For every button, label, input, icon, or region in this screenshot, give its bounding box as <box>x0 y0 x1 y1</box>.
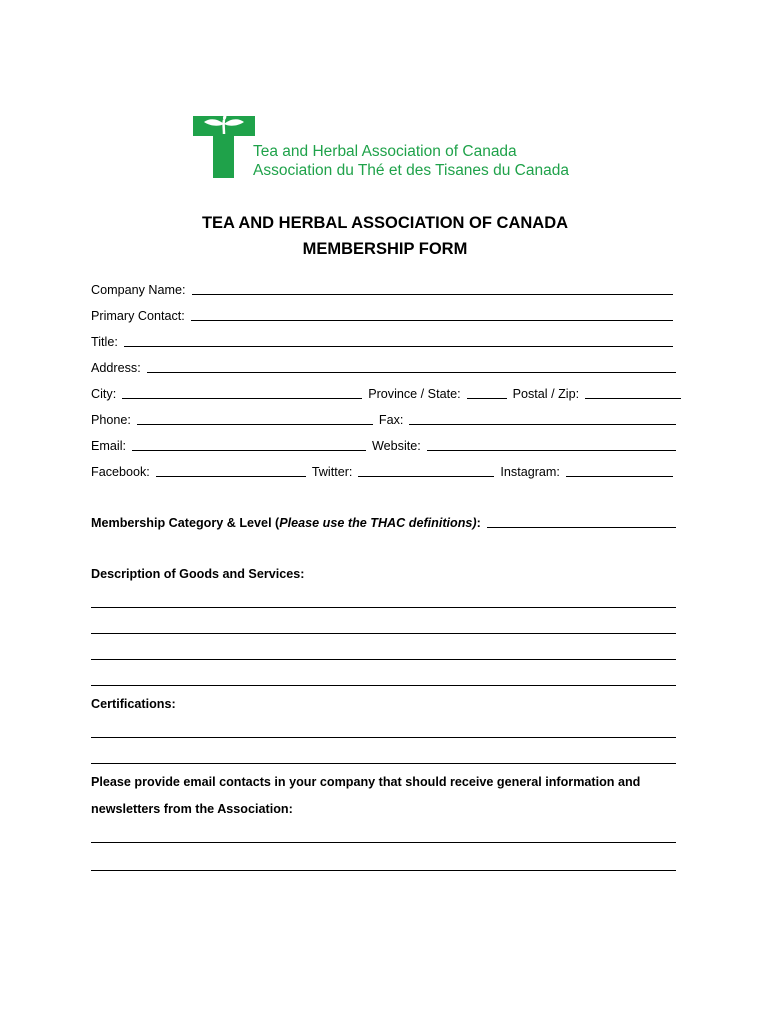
address-label: Address: <box>91 361 141 375</box>
company-name-label: Company Name: <box>91 283 186 297</box>
membership-category-line[interactable] <box>487 516 676 528</box>
fax-line[interactable] <box>409 413 676 425</box>
membership-category-colon: : <box>476 516 481 530</box>
instagram-label: Instagram: <box>500 465 560 479</box>
membership-category-note: Please use the THAC definitions) <box>279 516 477 530</box>
twitter-line[interactable] <box>358 465 494 477</box>
email-label: Email: <box>91 439 126 453</box>
social-row <box>91 463 681 479</box>
website-label: Website: <box>372 439 421 453</box>
primary-contact-label: Primary Contact: <box>91 309 185 323</box>
goods-services-line[interactable] <box>91 633 676 634</box>
title-label: Title: <box>91 335 118 349</box>
email-row <box>91 437 681 453</box>
phone-row <box>91 411 681 427</box>
facebook-label: Facebook: <box>91 465 150 479</box>
email-contacts-heading: Please provide email contacts in your company that should receive general information and <box>91 775 641 789</box>
primary-contact-line[interactable] <box>191 309 673 321</box>
goods-services-line[interactable] <box>91 607 676 608</box>
address-line[interactable] <box>147 361 676 373</box>
email-contacts-line[interactable] <box>91 870 676 871</box>
company-name-line[interactable] <box>192 283 674 295</box>
form-subtitle: MEMBERSHIP FORM <box>302 240 468 258</box>
goods-services-line[interactable] <box>91 685 676 686</box>
email-contacts-line[interactable] <box>91 842 676 843</box>
certifications-heading: Certifications: <box>91 697 176 711</box>
association-logo <box>193 114 583 184</box>
certifications-line[interactable] <box>91 763 676 764</box>
title-line[interactable] <box>124 335 673 347</box>
twitter-label: Twitter: <box>311 465 353 479</box>
goods-services-heading: Description of Goods and Services: <box>91 567 305 581</box>
primary-contact-row <box>91 307 681 323</box>
address-row <box>91 359 681 375</box>
postal-label: Postal / Zip: <box>512 387 580 401</box>
email-line[interactable] <box>132 439 366 451</box>
phone-line[interactable] <box>137 413 373 425</box>
email-contacts-heading-cont: newsletters from the Association: <box>91 802 293 816</box>
logo-line-english: Tea and Herbal Association of Canada <box>253 143 517 160</box>
province-line[interactable] <box>467 387 507 399</box>
phone-label: Phone: <box>91 413 131 427</box>
title-row <box>91 333 681 349</box>
membership-category-row <box>91 514 681 530</box>
certifications-line[interactable] <box>91 737 676 738</box>
city-label: City: <box>91 387 117 401</box>
logo-line-french: Association du Thé et des Tisanes du Canada <box>253 162 569 179</box>
goods-services-line[interactable] <box>91 659 676 660</box>
form-title: TEA AND HERBAL ASSOCIATION OF CANADA <box>201 214 569 232</box>
city-line[interactable] <box>122 387 362 399</box>
company-name-row <box>91 281 681 297</box>
membership-category-label: Membership Category & Level ( <box>91 516 280 530</box>
province-label: Province / State: <box>368 387 461 401</box>
city-row <box>91 385 681 401</box>
website-line[interactable] <box>427 439 676 451</box>
instagram-line[interactable] <box>566 465 673 477</box>
tea-plant-logo-icon <box>193 114 255 180</box>
postal-line[interactable] <box>585 387 681 399</box>
facebook-line[interactable] <box>156 465 306 477</box>
fax-label: Fax: <box>378 413 404 427</box>
